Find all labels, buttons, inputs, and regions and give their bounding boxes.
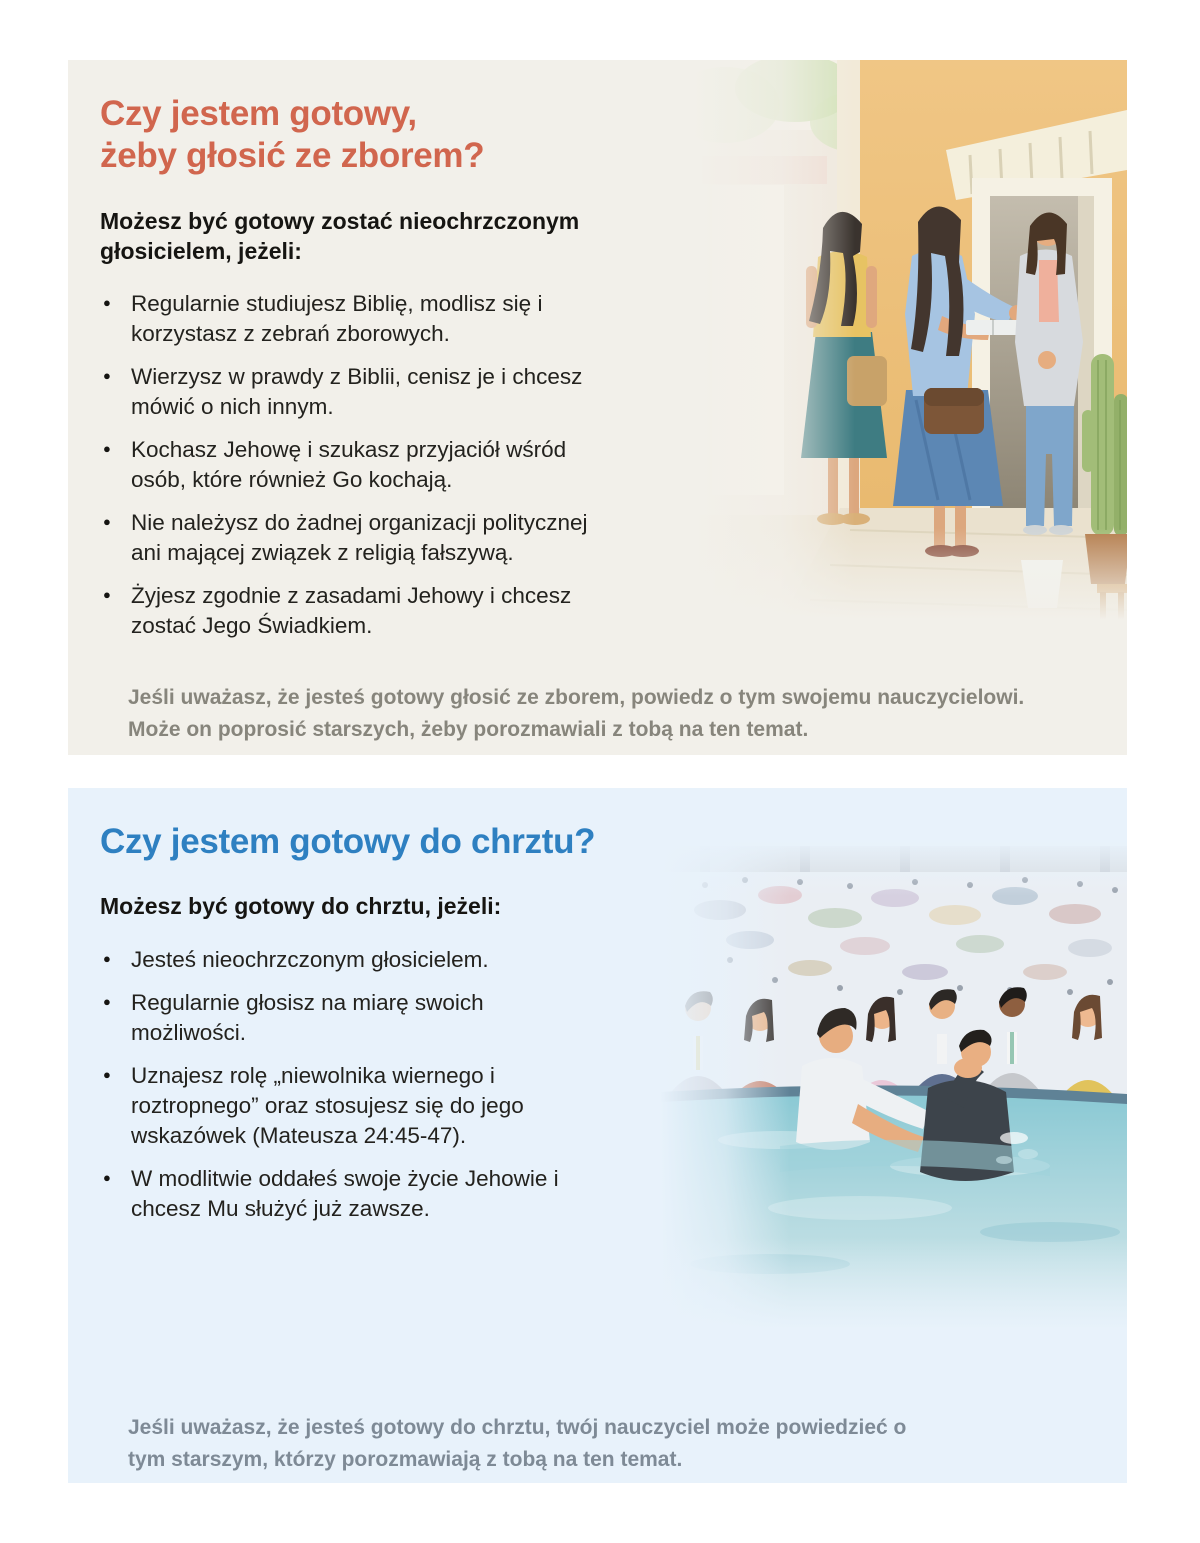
preaching-heading-line1: Czy jestem gotowy,: [100, 94, 417, 133]
bullet-item: ● Nie należysz do żadnej organizacji politycznej ani mającej związek z religią fałszywą.: [100, 508, 592, 568]
preaching-note: Jeśli uważasz, że jesteś gotowy głosić ze zborem, powiedz o tym swojemu nauczycielowi. Może on poprosić starszych, żeby porozmawiali z tobą na ten temat.: [128, 686, 1025, 741]
preaching-intro: Możesz być gotowy zostać nieochrzczonym głosicielem, jeżeli:: [100, 207, 580, 264]
preaching-text-column: [100, 60, 640, 641]
baptism-heading: Czy jestem gotowy do chrztu?: [100, 822, 596, 861]
preaching-heading: [100, 93, 640, 178]
bullet-item: ● Uznajesz rolę „niewolnika wiernego i roztropnego” oraz stosujesz się do jego wskazówek (Mateusza 24:45-47).: [100, 1061, 592, 1151]
bullet-item: ● Wierzysz w prawdy z Biblii, cenisz je i chcesz mówić o nich innym.: [100, 362, 592, 422]
baptism-pool-illustration: [660, 840, 1127, 1330]
bullet-item: ● W modlitwie oddałeś swoje życie Jehowie i chcesz Mu służyć już zawsze.: [100, 1164, 592, 1224]
baptism-bullet-list: [100, 945, 592, 1223]
bullet-item: ● Regularnie studiujesz Biblię, modlisz się i korzystasz z zebrań zborowych.: [100, 289, 592, 349]
baptism-note: Jeśli uważasz, że jesteś gotowy do chrztu, twój nauczyciel może powiedzieć o tym starszym, którzy porozmawiają z tobą na ten temat.: [128, 1416, 907, 1471]
preaching-heading-line2: żeby głosić ze zborem?: [100, 136, 485, 176]
panel-preaching: [68, 60, 1127, 755]
baptism-text-column: [100, 788, 640, 1224]
bullet-item: ● Jesteś nieochrzczonym głosicielem.: [100, 945, 592, 975]
bullet-item: ● Regularnie głosisz na miarę swoich możliwości.: [100, 988, 592, 1048]
baptism-intro: Możesz być gotowy do chrztu, jeżeli:: [100, 893, 502, 920]
preaching-bullet-list: [100, 289, 592, 640]
panel-baptism: [68, 788, 1127, 1483]
bullet-item: ● Kochasz Jehowę i szukasz przyjaciół wśród osób, które również Go kochają.: [100, 435, 592, 495]
doorstep-ministry-illustration: [690, 60, 1127, 620]
bullet-item: ● Żyjesz zgodnie z zasadami Jehowy i chcesz zostać Jego Świadkiem.: [100, 581, 592, 641]
